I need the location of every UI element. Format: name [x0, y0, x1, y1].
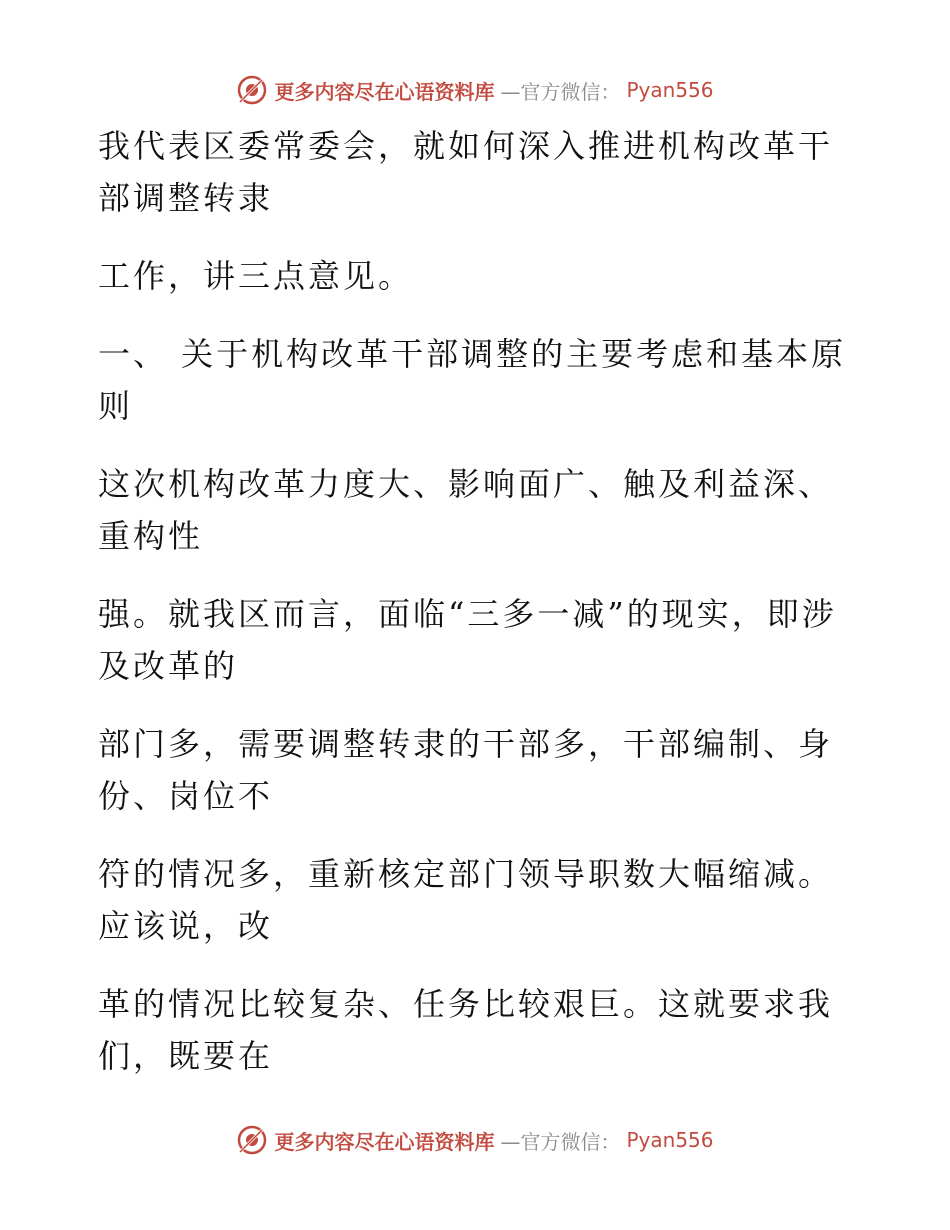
paragraph-4: 强。就我区而言，面临“三多一减”的现实，即涉及改革的 — [98, 595, 837, 685]
watermark-wechat-id: Pyan556 — [626, 78, 714, 102]
paragraph-1: 我代表区委常委会，就如何深入推进机构改革干部调整转隶 — [98, 127, 834, 217]
paragraph-2: 工作，讲三点意见。 — [98, 257, 414, 295]
paragraph-3: 这次机构改革力度大、影响面广、触及利益深、重构性 — [98, 465, 834, 555]
quill-logo-icon — [236, 1124, 268, 1156]
watermark-footer — [0, 1120, 950, 1160]
watermark-separator: —官方微信： — [500, 1129, 621, 1154]
paragraph-5: 部门多，需要调整转隶的干部多，干部编制、身份、岗位不 — [98, 725, 834, 815]
paragraph-6: 符的情况多，重新核定部门领导职数大幅缩减。应该说，改 — [98, 855, 834, 945]
quill-logo-icon — [236, 74, 268, 106]
watermark-wechat-id: Pyan556 — [626, 1128, 714, 1152]
section-heading-1: 一、 关于机构改革干部调整的主要考虑和基本原则 — [98, 335, 847, 425]
watermark-header — [0, 70, 950, 110]
document-body — [98, 120, 858, 1108]
paragraph-7: 革的情况比较复杂、任务比较艰巨。这就要求我们，既要在 — [98, 985, 834, 1075]
watermark-title: 更多内容尽在心语资料库 — [274, 79, 495, 104]
watermark-separator: —官方微信： — [500, 79, 621, 104]
watermark-title: 更多内容尽在心语资料库 — [274, 1129, 495, 1154]
